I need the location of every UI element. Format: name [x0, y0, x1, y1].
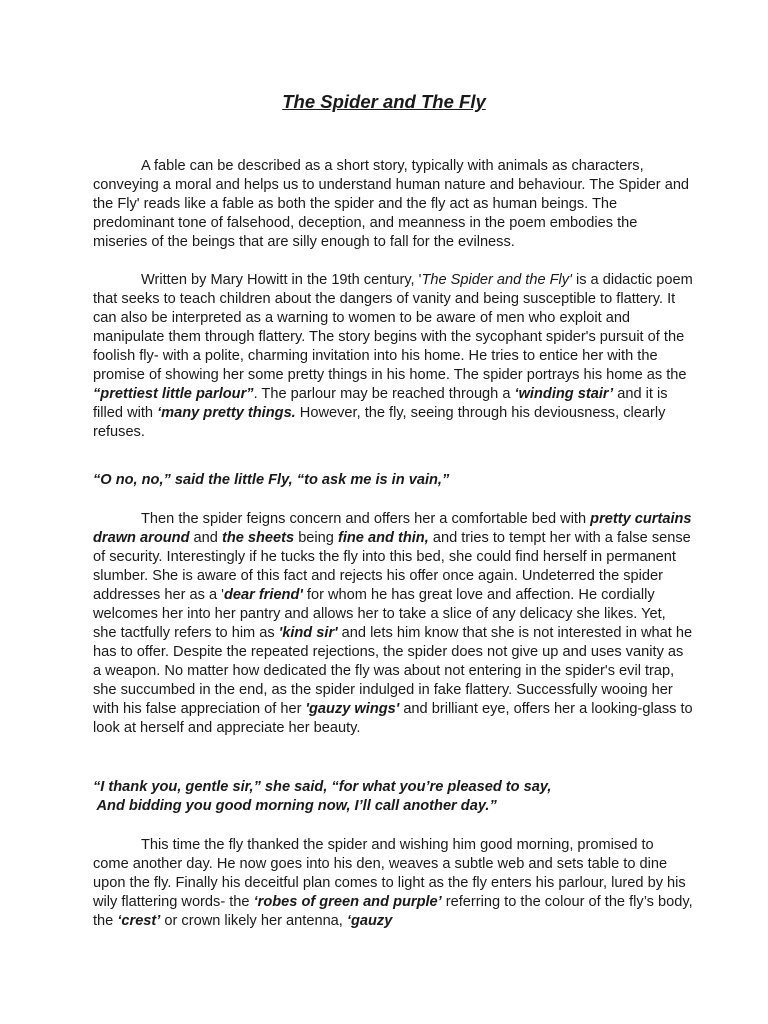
emphasis-quote: ‘gauzy — [346, 913, 393, 929]
paragraph-analysis — [93, 510, 693, 738]
emphasis-quote: fine and thin, — [337, 530, 429, 546]
quote-two — [93, 778, 693, 816]
text-run: and tries to tempt her with a false sense of security. Interestingly if he tucks the fly into this bed, she could find herself in permanent slumber. She is aware of this fact and rejects his offer once again. Undeterred the spider addresses her as a ' — [93, 530, 691, 603]
emphasis-quote: ‘robes of green and purple’ — [253, 894, 442, 910]
emphasis-quote: ‘many pretty things. — [157, 405, 296, 421]
text-run: or crown likely her antenna, — [160, 913, 347, 929]
paragraph-text — [93, 271, 693, 442]
text-run: and lets him know that she is not interested in what he has to offer. Despite the repeated rejections, the spider does not give up and uses vanity as a weapon. No matter how dedicated the fly was about not entering in the spider's evil trap, she succumbed in the end, as the spider indulged in fake flattery. Successfully wooing her with his false appreciation of her — [93, 625, 693, 717]
document-title: The Spider and The Fly — [282, 91, 486, 112]
text-run: and it is filled with — [93, 386, 668, 421]
text-run: Written by Mary Howitt in the 19th century, ' — [141, 272, 422, 288]
text-run: for whom he has great love and affection. He cordially welcomes her into her pantry and allows her to take a slice of any delicacy she likes. Yet, she tactfully refers to him as — [93, 587, 666, 641]
paragraph-background — [93, 271, 693, 442]
text-run: However, the fly, seeing through his deviousness, clearly refuses. — [93, 405, 666, 440]
emphasis-quote: dear friend' — [223, 587, 303, 603]
emphasis-quote: pretty curtains drawn around — [93, 511, 692, 546]
paragraph-conclusion — [93, 836, 693, 931]
quote-one — [93, 471, 693, 490]
poem-quote-line: And bidding you good morning now, I’ll call another day.” — [93, 798, 497, 814]
emphasis-quote: ‘crest’ — [117, 913, 161, 929]
paragraph-intro — [93, 157, 693, 252]
poem-quote: “O no, no,” said the little Fly, “to ask me is in vain,” — [93, 472, 450, 488]
text-run: referring to the colour of the fly’s body, the — [93, 894, 693, 929]
text-run: . The parlour may be reached through a — [253, 386, 515, 402]
paragraph-text — [93, 510, 693, 738]
emphasis-quote: 'gauzy wings' — [305, 701, 400, 717]
paragraph-text: A fable can be described as a short story, typically with animals as characters, conveying a moral and helps us to understand human nature and behaviour. The Spider and the Fly' reads like a fable as both the spider and the fly act as human beings. The predominant tone of falsehood, deception, and meanness in the poem embodies the miseries of the beings that are silly enough to fall for the evilness. — [93, 158, 690, 250]
emphasis-quote: “prettiest little parlour” — [93, 386, 254, 402]
text-run: and brilliant eye, offers her a looking-glass to look at herself and appreciate her beauty. — [93, 701, 693, 736]
text-run: is a didactic poem that seeks to teach children about the dangers of vanity and being susceptible to flattery. It can also be interpreted as a warning to women to be aware of men who exploit and manipulate them through flattery. The story begins with the sycophant spider's pursuit of the foolish fly- with a polite, charming invitation into his home. He tries to entice her with the promise of showing her some pretty things in his home. The spider portrays his home as the — [93, 272, 693, 383]
poem-title-italic: The Spider and the Fly' — [421, 272, 572, 288]
emphasis-quote: the sheets — [221, 530, 295, 546]
poem-quote-line: “I thank you, gentle sir,” she said, “for what you’re pleased to say, — [93, 779, 552, 795]
text-run: This time the fly thanked the spider and wishing him good morning, promised to come another day. He now goes into his den, weaves a subtle web and sets table to dine upon the fly. Finally his deceitful plan comes to light as the fly enters his parlour, lured by his wily flattering words- the — [93, 837, 686, 910]
emphasis-quote: 'kind sir' — [278, 625, 338, 641]
paragraph-text — [93, 836, 693, 931]
emphasis-quote: ‘winding stair’ — [514, 386, 614, 402]
text-run: and — [189, 530, 222, 546]
text-run: being — [294, 530, 338, 546]
text-run: Then the spider feigns concern and offers her a comfortable bed with — [141, 511, 591, 527]
